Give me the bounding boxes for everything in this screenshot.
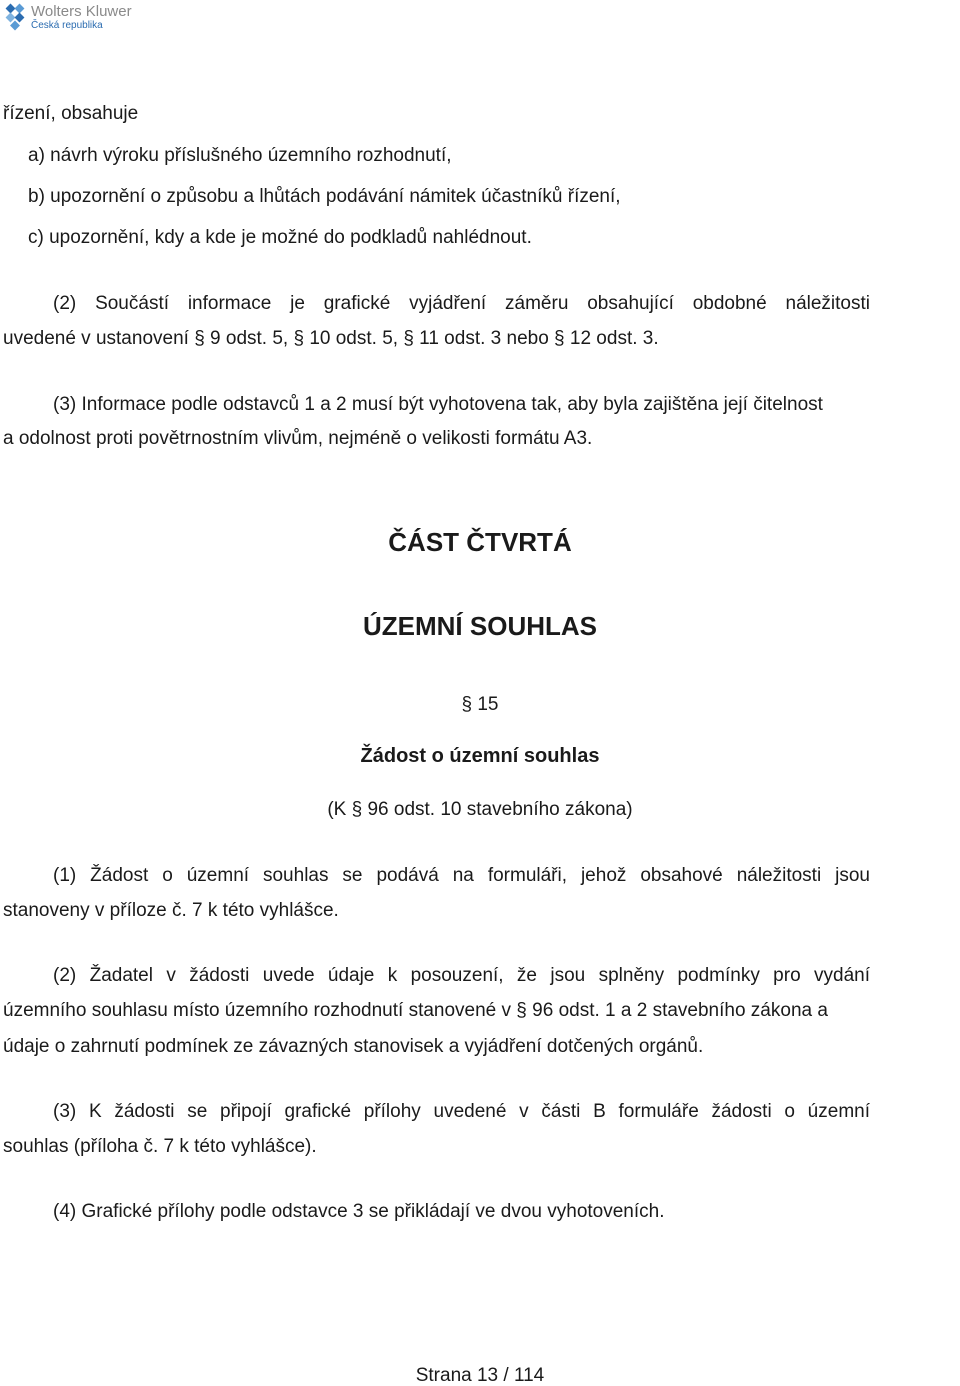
paragraph-line: stanoveny v příloze č. 7 k této vyhlášce. [3, 900, 339, 921]
logo-name: Wolters Kluwer [31, 2, 132, 20]
paragraph-text: (1) Žádost o územní souhlas se podává na formuláři, jehož obsahové náležitosti jsou [53, 865, 870, 886]
paragraph-line: údaje o zahrnutí podmínek ze závazných stanovisek a vyjádření dotčených orgánů. [3, 1036, 704, 1057]
list-item: b) upozornění o způsobu a lhůtách podávání námitek účastníků řízení, [28, 186, 621, 207]
paragraph-line: a odolnost proti povětrnostním vlivům, nejméně o velikosti formátu A3. [3, 428, 593, 449]
paragraph-text: (2) Součástí informace je grafické vyjádření záměru obsahující obdobné náležitosti [53, 293, 870, 314]
part-subtitle: ÚZEMNÍ SOUHLAS [363, 611, 597, 641]
list-item: a) návrh výroku příslušného územního rozhodnutí, [28, 145, 452, 166]
publisher-logo [4, 3, 132, 31]
paragraph-line [53, 294, 870, 313]
text-line: řízení, obsahuje [3, 103, 139, 124]
part-title: ČÁST ČTVRTÁ [388, 527, 572, 557]
paragraph-line: uvedené v ustanovení § 9 odst. 5, § 10 odst. 5, § 11 odst. 3 nebo § 12 odst. 3. [3, 328, 659, 349]
section-title: Žádost o územní souhlas [360, 745, 600, 767]
page-number: Strana 13 / 114 [415, 1365, 545, 1386]
paragraph-text: (3) K žádosti se připojí grafické přílohy uvedené v části B formuláře žádosti o územní [53, 1101, 870, 1122]
section-reference: (K § 96 odst. 10 stavebního zákona) [327, 799, 633, 820]
paragraph-line: (4) Grafické přílohy podle odstavce 3 se přikládají ve dvou vyhotoveních. [53, 1201, 665, 1222]
paragraph-line [53, 1102, 870, 1121]
section-number: § 15 [461, 694, 499, 715]
paragraph-line [53, 866, 870, 885]
paragraph-line: souhlas (příloha č. 7 k této vyhlášce). [3, 1136, 317, 1157]
paragraph-line [53, 966, 870, 985]
paragraph-text: (2) Žadatel v žádosti uvede údaje k posouzení, že jsou splněny podmínky pro vydání [53, 965, 870, 986]
list-item: c) upozornění, kdy a kde je možné do podkladů nahlédnout. [28, 227, 532, 248]
paragraph-line: (3) Informace podle odstavců 1 a 2 musí být vyhotovena tak, aby byla zajištěna její čitelnost [53, 394, 823, 415]
paragraph-line: územního souhlasu místo územního rozhodnutí stanovené v § 96 odst. 1 a 2 stavebního zákona a [3, 1000, 828, 1021]
logo-subtitle: Česká republika [31, 19, 103, 31]
wolters-kluwer-logo-icon [4, 3, 26, 31]
